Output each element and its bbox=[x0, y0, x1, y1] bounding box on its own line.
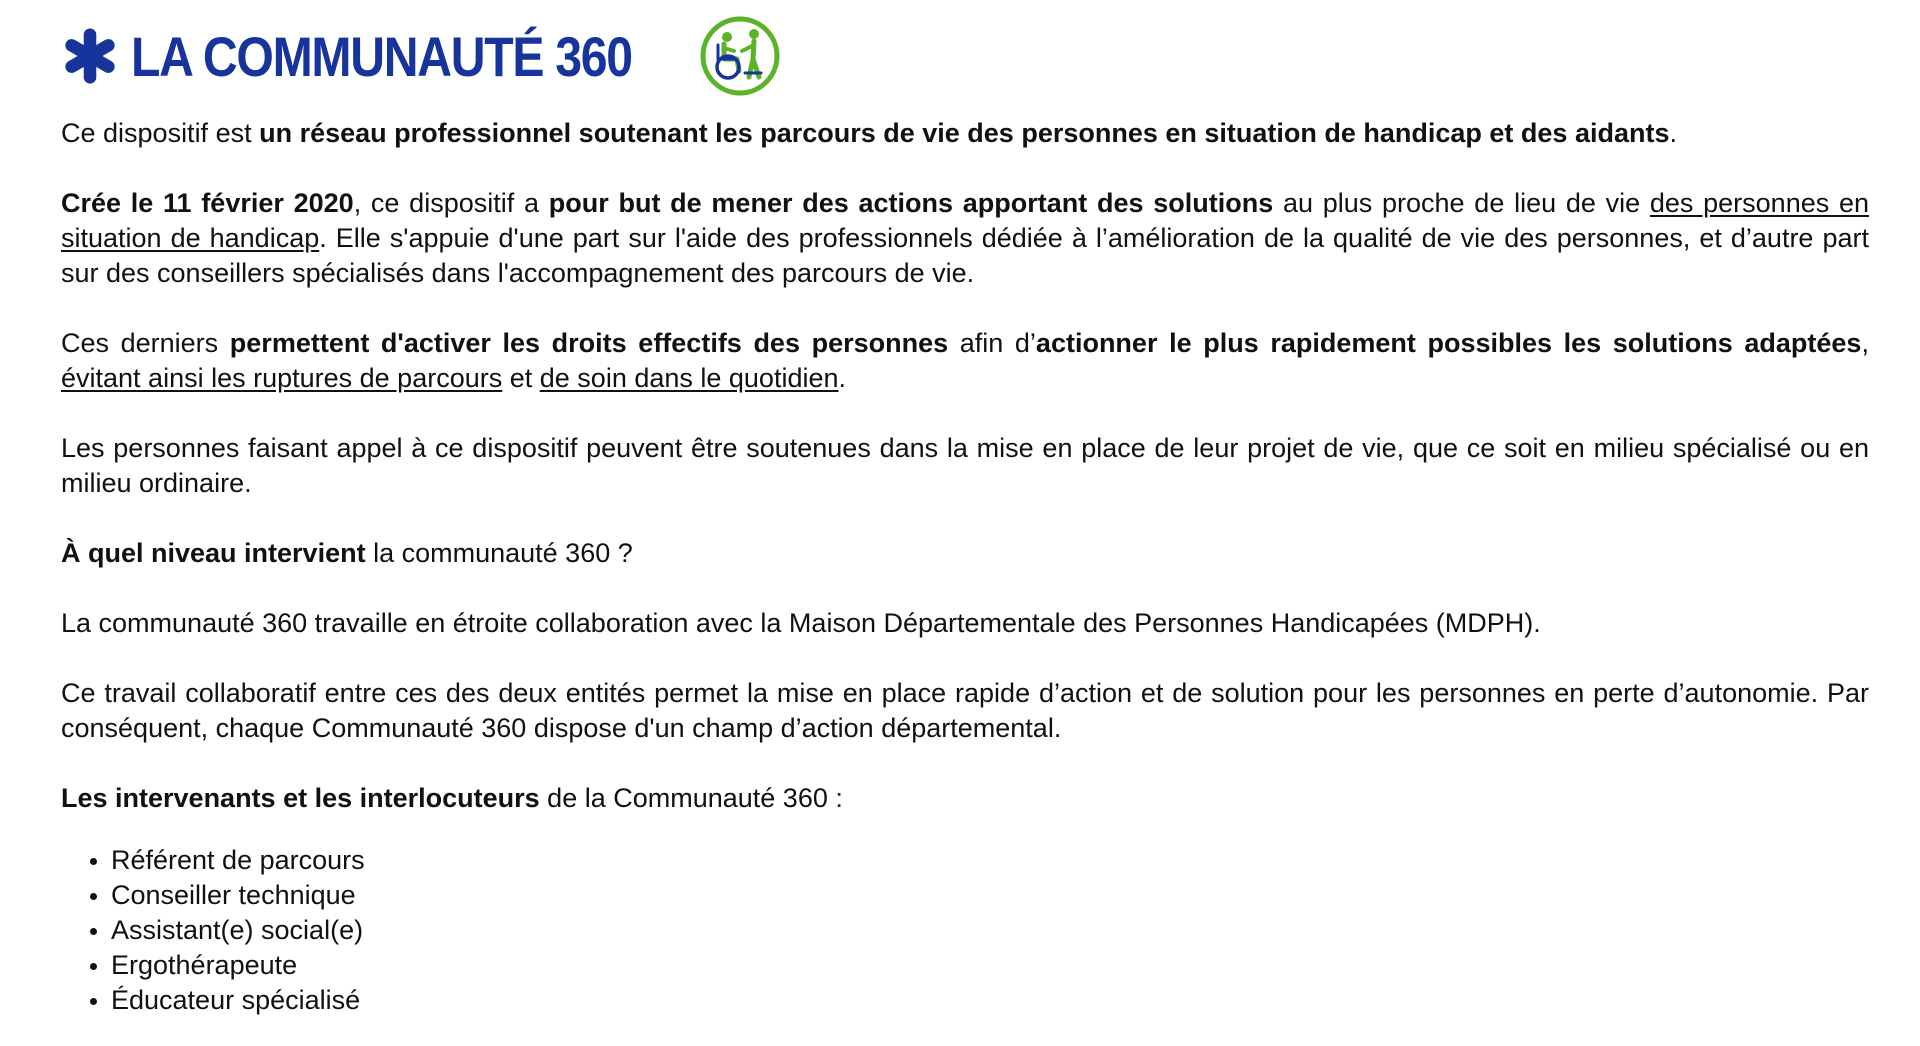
creation-text: , ce dispositif a bbox=[353, 188, 549, 218]
page-title: LA COMMUNAUTÉ 360 bbox=[131, 24, 632, 88]
stakeholders-emphasis: Les intervenants et les interlocuteurs bbox=[61, 783, 540, 813]
intro-emphasis: un réseau professionnel soutenant les parcours de vie des personnes en situation de handicap et des aidants bbox=[259, 118, 1670, 148]
mdph-paragraph bbox=[61, 606, 1869, 641]
stakeholders-text: de la Communauté 360 : bbox=[539, 783, 843, 813]
rights-underlined: évitant ainsi les ruptures de parcours bbox=[61, 363, 503, 393]
creation-text-2: au plus proche de lieu de vie bbox=[1273, 188, 1650, 218]
rights-text: Ces derniers bbox=[61, 328, 230, 358]
rights-emphasis-2: actionner le plus rapidement possibles les solutions adaptées bbox=[1035, 328, 1862, 358]
creation-date: Crée le 11 février 2020 bbox=[61, 188, 354, 218]
rights-paragraph bbox=[61, 326, 1869, 396]
creation-text-3: . Elle s'appuie d'une part sur l'aide des professionnels dédiée à l’amélioration de la qualité de vie des personnes, et d’autre part sur des conseillers spécialisés dans l'accompagnement des parcours de vie. bbox=[61, 223, 1869, 288]
page-header bbox=[61, 14, 1869, 98]
rights-text-3: , bbox=[1861, 328, 1869, 358]
creation-paragraph bbox=[61, 186, 1869, 291]
support-paragraph bbox=[61, 431, 1869, 501]
creation-underlined: des personnes en situation de handicap bbox=[61, 188, 1870, 253]
list-item: Assistant(e) social(e) bbox=[111, 913, 1869, 948]
rights-text-2: afin d’ bbox=[948, 328, 1036, 358]
support-text: Les personnes faisant appel à ce dispositif peuvent être soutenues dans la mise en place de leur projet de vie, que ce soit en milieu spécialisé ou en milieu ordinaire. bbox=[61, 433, 1869, 498]
stakeholders-list bbox=[61, 843, 1869, 1018]
intro-text: Ce dispositif est bbox=[61, 118, 260, 148]
article-body bbox=[61, 116, 1869, 1018]
level-emphasis: À quel niveau intervient bbox=[61, 538, 366, 568]
wheelchair-helper-icon bbox=[699, 15, 781, 97]
mdph-text: La communauté 360 travaille en étroite collaboration avec la Maison Départementale des Personnes Handicapées (MDPH). bbox=[61, 608, 1541, 638]
rights-text-4: et bbox=[502, 363, 540, 393]
rights-emphasis: permettent d'activer les droits effectifs des personnes bbox=[229, 328, 949, 358]
list-item: Éducateur spécialisé bbox=[111, 983, 1869, 1018]
asterisk-icon bbox=[61, 27, 119, 85]
page bbox=[61, 14, 1869, 1018]
creation-goal: pour but de mener des actions apportant des solutions bbox=[548, 188, 1274, 218]
intro-paragraph bbox=[61, 116, 1869, 151]
collaboration-text: Ce travail collaboratif entre ces des deux entités permet la mise en place rapide d’action et de solution pour les personnes en perte d’autonomie. Par conséquent, chaque Communauté 360 dispose d'un champ d’action départemental. bbox=[61, 678, 1869, 743]
list-item: Référent de parcours bbox=[111, 843, 1869, 878]
level-text: la communauté 360 ? bbox=[365, 538, 633, 568]
list-item: Conseiller technique bbox=[111, 878, 1869, 913]
rights-end: . bbox=[838, 363, 847, 393]
rights-underlined-2: de soin dans le quotidien bbox=[539, 363, 839, 393]
stakeholders-heading bbox=[61, 781, 1869, 816]
intro-end: . bbox=[1669, 118, 1677, 148]
list-item: Ergothérapeute bbox=[111, 948, 1869, 983]
collaboration-paragraph bbox=[61, 676, 1869, 746]
level-question bbox=[61, 536, 1869, 571]
